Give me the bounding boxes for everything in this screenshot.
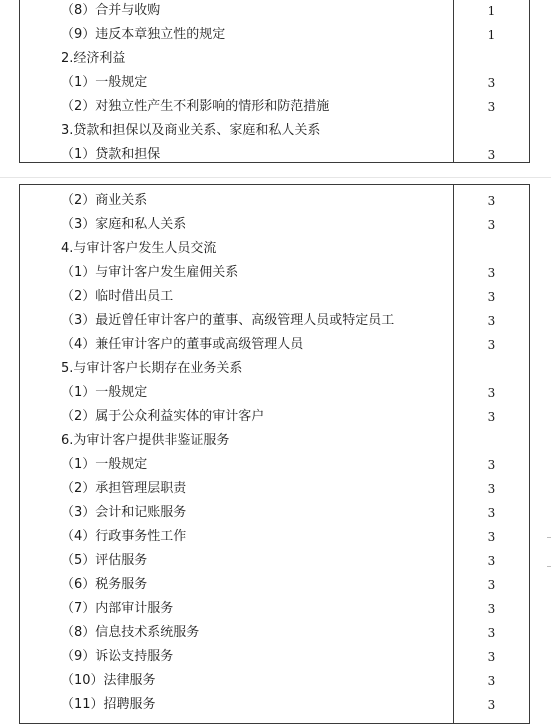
row-level: 3 bbox=[487, 314, 496, 328]
row-label: （5）评估服务 bbox=[61, 553, 148, 568]
table-row bbox=[20, 597, 529, 621]
row-level: 3 bbox=[487, 100, 496, 114]
row-level: 3 bbox=[487, 674, 496, 688]
table-row bbox=[20, 285, 529, 309]
table-row bbox=[20, 645, 529, 669]
table-row bbox=[20, 261, 529, 285]
section-heading: 3.贷款和担保以及商业关系、家庭和私人关系 bbox=[61, 123, 321, 138]
row-label: （4）兼任审计客户的董事或高级管理人员 bbox=[61, 337, 304, 352]
table-row bbox=[20, 453, 529, 477]
section-heading: 5.与审计客户长期存在业务关系 bbox=[61, 361, 243, 376]
row-level: 3 bbox=[487, 338, 496, 352]
row-level: 3 bbox=[487, 482, 496, 496]
table-row bbox=[20, 143, 529, 167]
row-label: （1）一般规定 bbox=[61, 385, 148, 400]
row-level: 3 bbox=[487, 458, 496, 472]
row-level: 3 bbox=[487, 194, 496, 208]
table-row bbox=[20, 71, 529, 95]
page-break-line bbox=[0, 177, 551, 178]
row-level: 3 bbox=[487, 410, 496, 424]
table-row bbox=[20, 381, 529, 405]
row-label: （1）一般规定 bbox=[61, 457, 148, 472]
table-row bbox=[20, 189, 529, 213]
row-level: 3 bbox=[487, 530, 496, 544]
row-level: 3 bbox=[487, 290, 496, 304]
table-row bbox=[20, 573, 529, 597]
table-row bbox=[20, 119, 529, 143]
row-level: 1 bbox=[487, 4, 496, 18]
row-level: 3 bbox=[487, 266, 496, 280]
row-level: 3 bbox=[487, 76, 496, 90]
row-label: （2）属于公众利益实体的审计客户 bbox=[61, 409, 265, 424]
table-row bbox=[20, 477, 529, 501]
table-row bbox=[20, 405, 529, 429]
row-label: （7）内部审计服务 bbox=[61, 601, 174, 616]
row-label: （3）家庭和私人关系 bbox=[61, 217, 187, 232]
table-row bbox=[20, 0, 529, 23]
row-label: （8）信息技术系统服务 bbox=[61, 625, 200, 640]
table-row bbox=[20, 357, 529, 381]
table-row bbox=[20, 309, 529, 333]
table-row bbox=[20, 47, 529, 71]
row-label: （3）会计和记账服务 bbox=[61, 505, 187, 520]
row-label: （2）临时借出员工 bbox=[61, 289, 174, 304]
row-label: （2）对独立性产生不利影响的情形和防范措施 bbox=[61, 99, 330, 114]
section-heading: 2.经济利益 bbox=[61, 51, 126, 66]
row-level: 3 bbox=[487, 650, 496, 664]
row-label: （10）法律服务 bbox=[61, 673, 156, 688]
margin-mark bbox=[547, 537, 551, 538]
section-heading: 4.与审计客户发生人员交流 bbox=[61, 241, 217, 256]
row-level: 3 bbox=[487, 218, 496, 232]
row-label: （2）承担管理层职责 bbox=[61, 481, 187, 496]
row-label: （1）一般规定 bbox=[61, 75, 148, 90]
row-level: 3 bbox=[487, 148, 496, 162]
row-label: （9）诉讼支持服务 bbox=[61, 649, 174, 664]
table-row bbox=[20, 501, 529, 525]
table-row bbox=[20, 213, 529, 237]
table-row bbox=[20, 525, 529, 549]
row-level: 3 bbox=[487, 626, 496, 640]
row-level: 3 bbox=[487, 578, 496, 592]
row-level: 3 bbox=[487, 698, 496, 712]
table-row bbox=[20, 23, 529, 47]
section-heading: 6.为审计客户提供非鉴证服务 bbox=[61, 433, 230, 448]
table-row bbox=[20, 237, 529, 261]
table-row bbox=[20, 429, 529, 453]
row-label: （2）商业关系 bbox=[61, 193, 148, 208]
row-label: （6）税务服务 bbox=[61, 577, 148, 592]
row-level: 1 bbox=[487, 28, 496, 42]
margin-mark bbox=[547, 566, 551, 567]
table-row bbox=[20, 669, 529, 693]
row-label: （11）招聘服务 bbox=[61, 697, 156, 712]
table-row bbox=[20, 95, 529, 119]
table-row bbox=[20, 333, 529, 357]
table-row bbox=[20, 621, 529, 645]
syllabus-table-top bbox=[19, 0, 530, 163]
row-level: 3 bbox=[487, 506, 496, 520]
row-label: （3）最近曾任审计客户的董事、高级管理人员或特定员工 bbox=[61, 313, 395, 328]
row-label: （9）违反本章独立性的规定 bbox=[61, 27, 226, 42]
row-label: （4）行政事务性工作 bbox=[61, 529, 187, 544]
row-label: （8）合并与收购 bbox=[61, 3, 161, 18]
table-row bbox=[20, 693, 529, 717]
row-level: 3 bbox=[487, 554, 496, 568]
syllabus-table-bottom bbox=[19, 184, 530, 724]
row-label: （1）贷款和担保 bbox=[61, 147, 161, 162]
row-label: （1）与审计客户发生雇佣关系 bbox=[61, 265, 239, 280]
table-row bbox=[20, 549, 529, 573]
row-level: 3 bbox=[487, 386, 496, 400]
row-level: 3 bbox=[487, 602, 496, 616]
